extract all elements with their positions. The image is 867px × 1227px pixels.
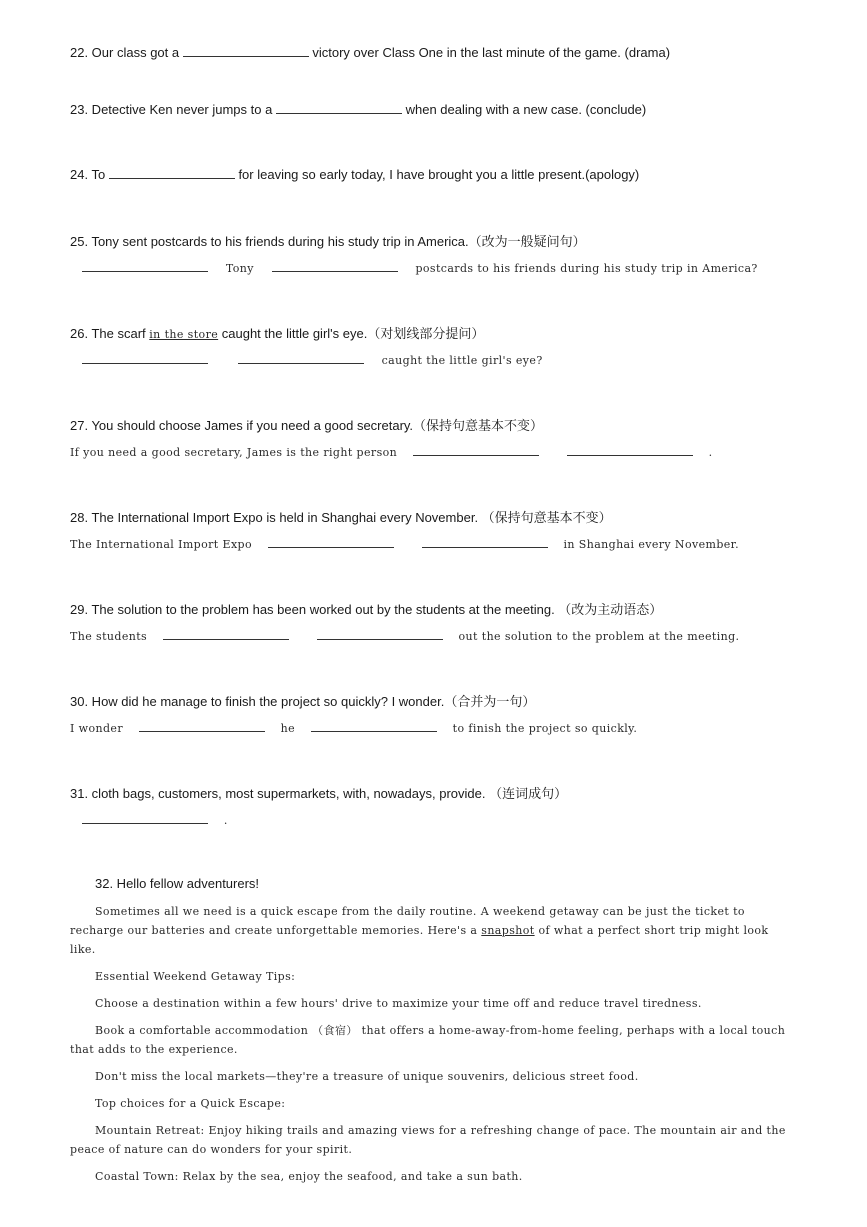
q31-blank[interactable] [82,811,208,824]
q30-blank-2[interactable] [311,719,437,732]
passage-tip-accommodation: Book a comfortable accommodation （食宿） that offers a home-away-from-home feeling, perhaps with a local touch that adds to the experience. [70,1024,786,1056]
passage-heading-tips: Essential Weekend Getaway Tips: [95,970,296,983]
q26-text-end: caught the little girl's eye? [381,354,543,367]
q23-text-before: 23. Detective Ken never jumps to a [70,102,273,117]
q25-blank-1[interactable] [82,259,208,272]
q31-text-end: . [223,814,228,827]
question-25-prompt: 25. Tony sent postcards to his friends during his study trip in America.（改为一般疑问句） [70,234,586,249]
q24-text-before: 24. To [70,167,106,182]
q22-answer-blank[interactable] [183,44,309,57]
passage-choice-coastal: Coastal Town: Relax by the sea, enjoy the seafood, and take a sun bath. [95,1170,523,1183]
q25-text-end: postcards to his friends during his study trip in America? [415,262,758,275]
question-28-prompt: 28. The International Import Expo is held in Shanghai every November. （保持句意基本不变） [70,510,612,525]
q29-text-end: out the solution to the problem at the meeting. [458,630,740,643]
q27-blank-2[interactable] [567,443,693,456]
passage-p1-text: Sometimes all we need is a quick escape from the daily routine. A weekend getaway can be just the ticket to recharge our batteries and create unforgettable memories. Here's a [70,905,745,937]
question-28-answer-line [70,535,739,551]
q28-blank-1[interactable] [268,535,394,548]
q27-blank-1[interactable] [413,443,539,456]
q29-blank-2[interactable] [317,627,443,640]
q30-text-start: I wonder [70,722,123,735]
q25-text-mid: Tony [225,262,254,275]
question-26-answer-line [82,351,543,367]
q30-text-mid: he [280,722,296,735]
question-24 [70,166,639,182]
passage-choice-mountain: Mountain Retreat: Enjoy hiking trails and amazing views for a refreshing change of pace. The mountain air and the peace of nature can do wonders for your spirit. [70,1124,786,1156]
question-30-prompt: 30. How did he manage to finish the project so quickly? I wonder.（合并为一句） [70,694,536,709]
question-27-answer-line [70,443,712,459]
passage-underlined-word: snapshot [481,924,535,937]
q26-blank-2[interactable] [238,351,364,364]
question-29-prompt: 29. The solution to the problem has been worked out by the students at the meeting. （改为主动语态） [70,602,663,617]
question-29-answer-line [70,627,739,643]
passage-tip-destination: Choose a destination within a few hours' drive to maximize your time off and reduce travel tiredness. [95,997,702,1010]
q26-underlined-phrase: in the store [149,328,219,341]
q22-text-after: victory over Class One in the last minute of the game. (drama) [312,45,671,60]
q27-text-start: If you need a good secretary, James is the right person [70,446,398,459]
question-30-answer-line [70,719,637,735]
question-31-prompt: 31. cloth bags, customers, most supermarkets, with, nowadays, provide. （连词成句） [70,786,568,801]
q26-text-before: 26. The scarf [70,326,146,341]
q28-blank-2[interactable] [422,535,548,548]
q30-text-end: to finish the project so quickly. [452,722,638,735]
q27-text-end: . [708,446,713,459]
q22-text-before: 22. Our class got a [70,45,180,60]
q24-text-after: for leaving so early today, I have brought you a little present.(apology) [238,167,640,182]
q24-answer-blank[interactable] [109,166,235,179]
question-31-answer-line [82,811,228,827]
q23-text-after: when dealing with a new case. (conclude) [405,102,647,117]
question-26-prompt [70,323,484,342]
q23-answer-blank[interactable] [276,101,402,114]
q25-blank-2[interactable] [272,259,398,272]
q28-text-start: The International Import Expo [70,538,253,551]
passage-p1-text-end: of what a perfect short trip might look like. [70,924,769,956]
q29-text-start: The students [70,630,148,643]
question-22 [70,44,670,60]
passage-heading-choices: Top choices for a Quick Escape: [95,1097,286,1110]
passage-paragraph-1 [70,902,790,959]
question-27-prompt: 27. You should choose James if you need a good secretary.（保持句意基本不变） [70,418,544,433]
passage-tip-markets: Don't miss the local markets—they're a treasure of unique souvenirs, delicious street food. [95,1070,639,1083]
question-23 [70,101,646,117]
q28-text-end: in Shanghai every November. [563,538,740,551]
question-25-answer-line [82,259,758,275]
q29-blank-1[interactable] [163,627,289,640]
question-32-title: 32. Hello fellow adventurers! [95,876,260,891]
q26-text-after: caught the little girl's eye.（对划线部分提问） [221,326,485,341]
q26-blank-1[interactable] [82,351,208,364]
q30-blank-1[interactable] [139,719,265,732]
